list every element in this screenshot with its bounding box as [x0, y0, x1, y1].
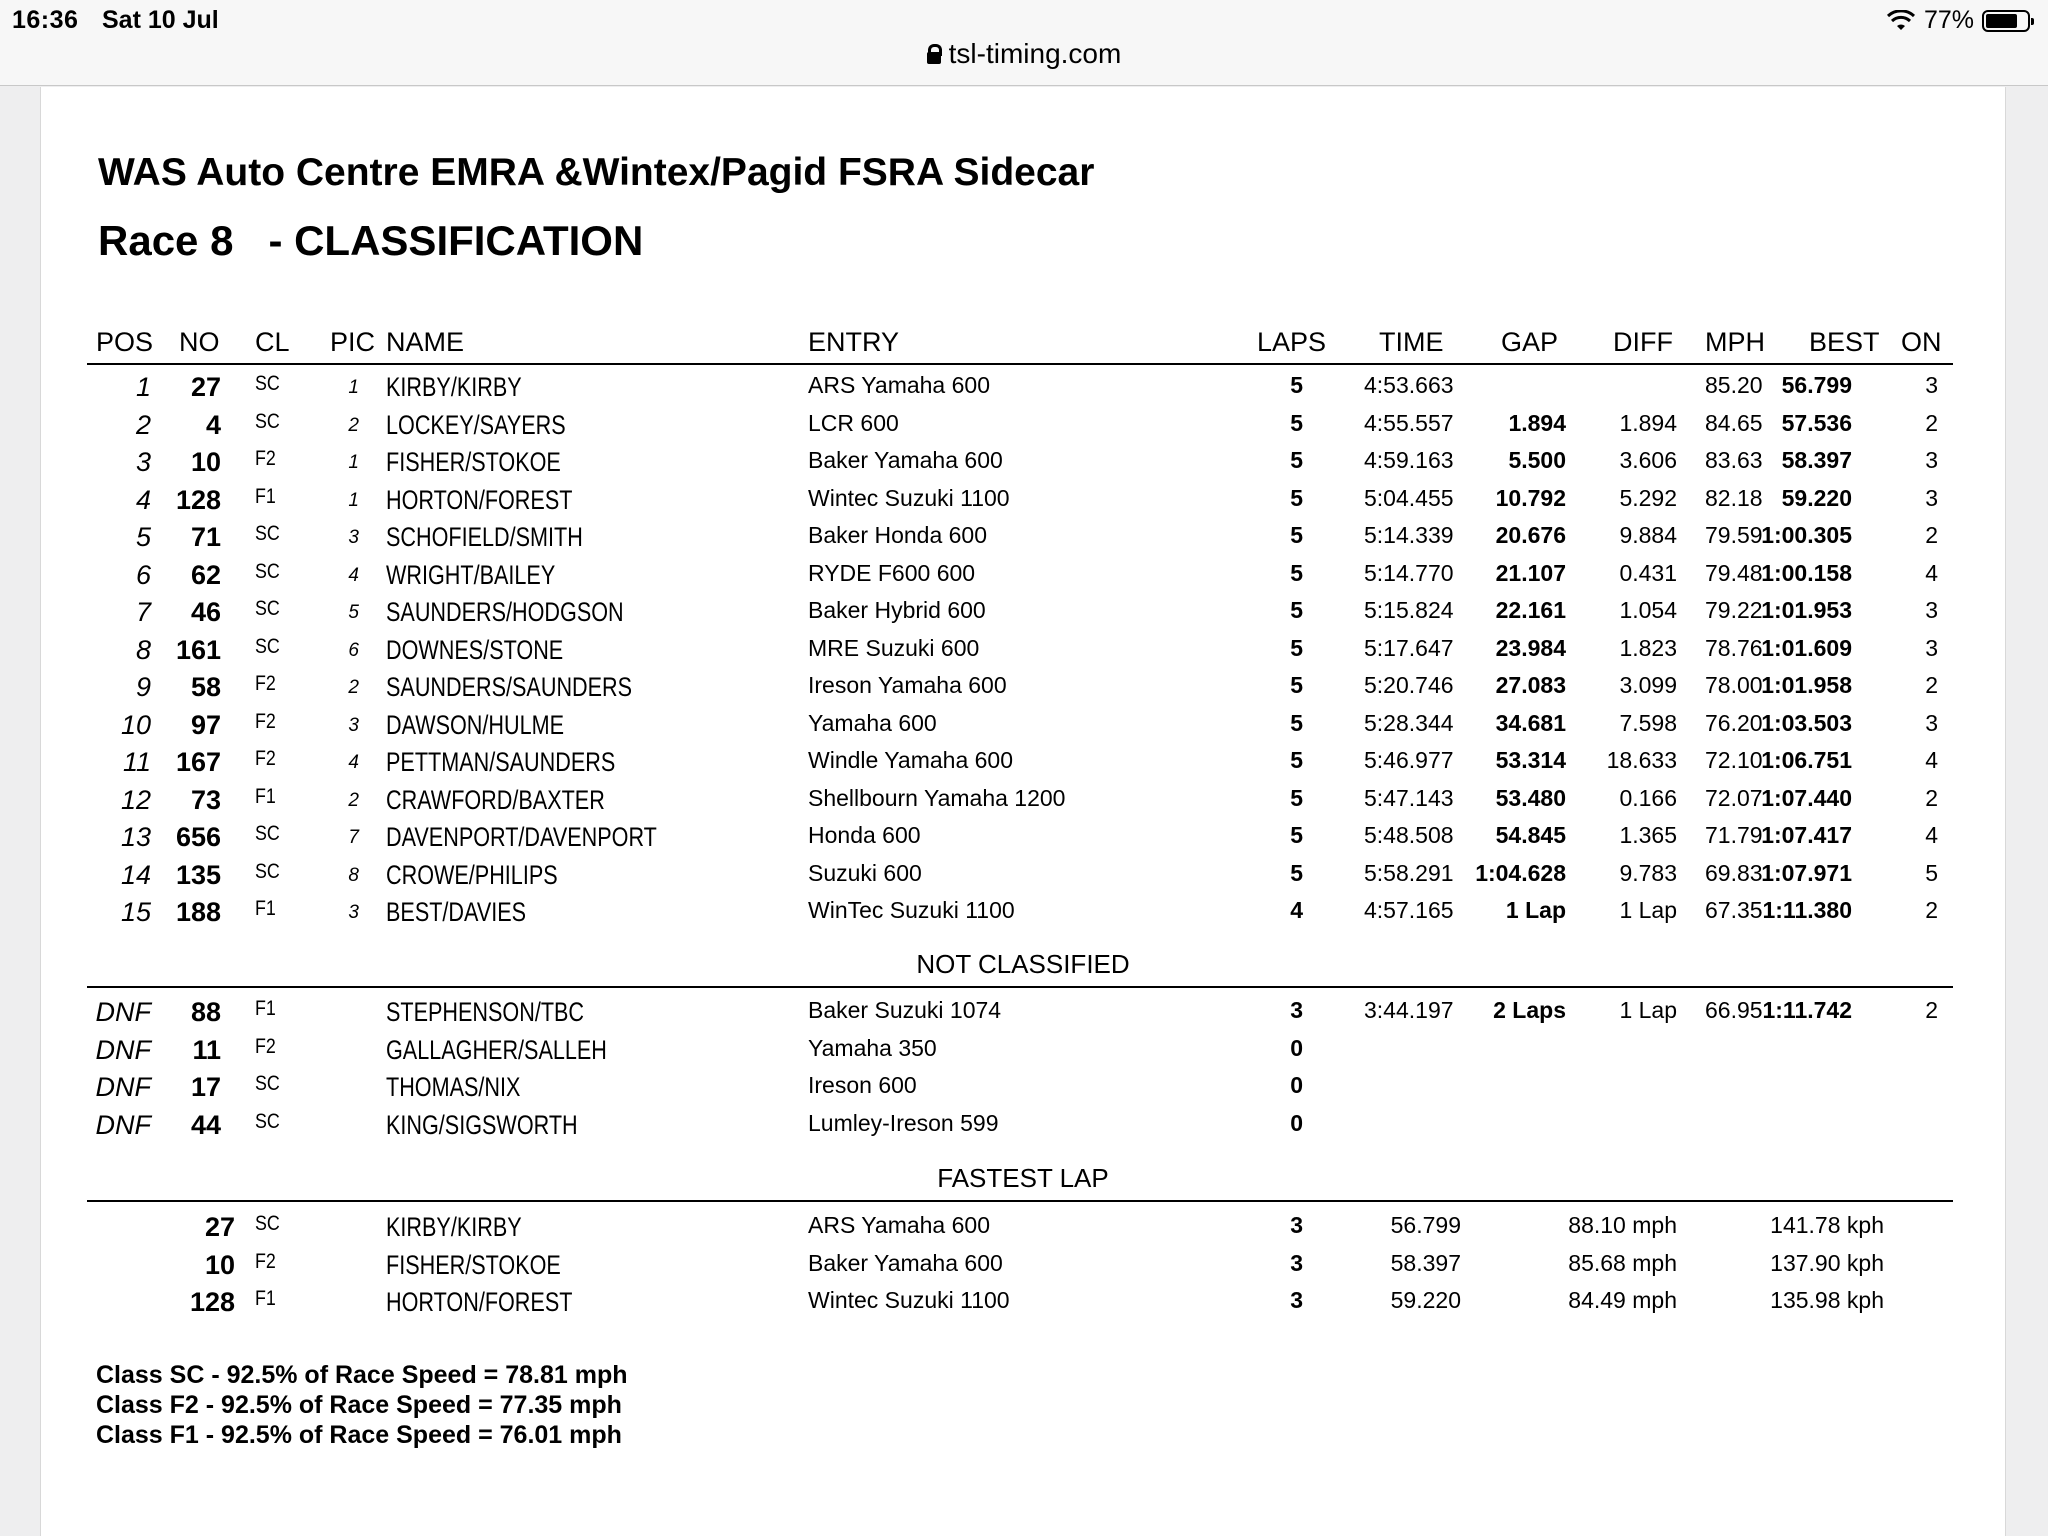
cell-no: 17: [190, 1072, 221, 1102]
col-name: NAME: [386, 327, 465, 357]
cell-gap: 27.083: [1495, 672, 1566, 698]
cell-on: 3: [1925, 484, 1938, 511]
url-text: tsl-timing.com: [948, 38, 1122, 69]
cell-mph: 78.00: [1705, 672, 1763, 698]
cell-no: 27: [190, 372, 221, 402]
cell-pos: 6: [135, 559, 151, 590]
cell-laps: 5: [1290, 372, 1303, 398]
cell-pos: 4: [135, 484, 151, 515]
cell-cl: SC: [255, 1072, 280, 1095]
col-no: NO: [179, 327, 220, 357]
cell-on: 5: [1925, 859, 1938, 886]
cell-pic: 3: [348, 714, 359, 736]
cell-on: 3: [1925, 709, 1938, 736]
cell-pic: 1: [348, 377, 359, 398]
cell-entry: Wintec Suzuki 1100: [808, 1287, 1010, 1313]
cell-name: STEPHENSON/TBC: [386, 997, 585, 1027]
cell-gap: 22.161: [1495, 597, 1566, 623]
cell-time: 5:04.455: [1364, 484, 1454, 511]
cell-time: 59.220: [1390, 1287, 1461, 1313]
cell-diff: 18.633: [1606, 747, 1677, 773]
cell-cl: F2: [255, 709, 276, 733]
cell-no: 128: [175, 484, 221, 515]
cell-pos: 11: [122, 747, 151, 777]
cell-gap: 1.894: [1508, 409, 1566, 436]
cell-name: DAVENPORT/DAVENPORT: [386, 822, 657, 852]
cell-gap: 2 Laps: [1493, 997, 1566, 1023]
cell-entry: RYDE F600 600: [808, 559, 976, 586]
cell-diff: 3.099: [1619, 672, 1677, 698]
cell-cl: SC: [255, 822, 280, 845]
col-diff: DIFF: [1613, 327, 1673, 357]
cell-time: 5:47.143: [1364, 784, 1454, 811]
cell-pic: 4: [348, 564, 359, 586]
cell-cl: F2: [255, 672, 276, 695]
cell-cl: F2: [255, 1034, 276, 1058]
cell-time: 5:20.746: [1364, 672, 1454, 698]
cell-best: 1:11.380: [1762, 897, 1852, 923]
not-classified-rule: [87, 986, 1953, 988]
cell-on: 2: [1925, 672, 1938, 698]
cell-lap: 3: [1290, 1212, 1303, 1238]
cell-name: GALLAGHER/SALLEH: [386, 1034, 607, 1065]
cell-gap: 20.676: [1495, 522, 1566, 548]
cell-mph: 69.83: [1705, 859, 1763, 886]
cell-best: 1:06.751: [1761, 747, 1852, 773]
cell-on: 2: [1925, 522, 1938, 548]
footnote-sc: Class SC - 92.5% of Race Speed = 78.81 mph: [96, 1361, 628, 1389]
cell-entry: Baker Yamaha 600: [808, 1249, 1003, 1276]
cell-gap: 21.107: [1495, 559, 1566, 586]
cell-on: 3: [1925, 447, 1938, 473]
cell-no: 167: [175, 747, 221, 777]
cell-pos: 14: [120, 859, 151, 890]
cell-laps: 5: [1290, 709, 1303, 736]
cell-gap: 54.845: [1495, 822, 1566, 848]
battery-level: [1986, 14, 2017, 28]
cell-cl: F1: [255, 784, 276, 808]
cell-lap: 3: [1290, 1249, 1303, 1276]
cell-name: CRAWFORD/BAXTER: [386, 784, 605, 815]
cell-cl: SC: [255, 597, 280, 620]
cell-no: 4: [205, 409, 221, 440]
cell-on: 2: [1925, 897, 1938, 923]
cell-best: 57.536: [1781, 409, 1852, 436]
cell-pic: 3: [348, 527, 359, 548]
cell-mph: 72.10: [1705, 747, 1763, 773]
cell-gap: 1:04.628: [1475, 859, 1566, 886]
cell-pic: 6: [348, 639, 359, 661]
cell-best: 1:03.503: [1761, 709, 1852, 736]
cell-entry: Ireson Yamaha 600: [808, 672, 1007, 698]
document-page: [40, 87, 2006, 1536]
col-entry: ENTRY: [808, 327, 900, 357]
cell-name: HORTON/FOREST: [386, 484, 573, 515]
cell-mph: 83.63: [1705, 447, 1763, 473]
col-cl: CL: [255, 327, 290, 357]
cell-entry: MRE Suzuki 600: [808, 634, 980, 661]
cell-on: 3: [1925, 372, 1938, 398]
col-on: ON: [1901, 327, 1942, 357]
cell-mph: 84.49 mph: [1568, 1287, 1677, 1313]
cell-pos: 3: [135, 447, 151, 477]
cell-time: 4:53.663: [1364, 372, 1454, 398]
fastest-lap-rule: [87, 1200, 1953, 1202]
cell-name: SCHOFIELD/SMITH: [386, 522, 583, 552]
cell-cl: F2: [255, 1249, 276, 1273]
cell-diff: 1.054: [1619, 597, 1677, 623]
cell-entry: Baker Suzuki 1074: [808, 997, 1002, 1023]
cell-no: 97: [190, 709, 221, 740]
cell-pos: 1: [135, 372, 151, 402]
cell-laps: 5: [1290, 484, 1303, 511]
status-right: [1886, 6, 2030, 35]
cell-pic: 5: [348, 602, 359, 623]
cell-pic: 4: [348, 752, 359, 773]
cell-name: WRIGHT/BAILEY: [386, 559, 556, 590]
cell-time: 5:28.344: [1364, 709, 1454, 736]
cell-kph: 141.78 kph: [1770, 1212, 1884, 1238]
cell-mph: 85.68 mph: [1568, 1249, 1677, 1276]
cell-diff: 0.431: [1619, 559, 1677, 586]
cell-on: 2: [1925, 997, 1938, 1023]
cell-name: LOCKEY/SAYERS: [386, 409, 566, 440]
status-time: 16:36: [12, 6, 79, 34]
cell-entry: WinTec Suzuki 1100: [808, 897, 1015, 923]
cell-pos: DNF: [95, 1072, 151, 1102]
cell-pos: 9: [135, 672, 151, 702]
cell-laps: 0: [1290, 1109, 1303, 1136]
cell-no: 27: [204, 1212, 235, 1242]
col-pic: PIC: [330, 327, 376, 357]
col-best: BEST: [1809, 327, 1880, 357]
cell-time: 56.799: [1390, 1212, 1461, 1238]
cell-cl: F1: [255, 897, 276, 920]
cell-diff: 1 Lap: [1619, 997, 1677, 1023]
cell-cl: SC: [255, 859, 280, 883]
cell-entry: Baker Honda 600: [808, 522, 988, 548]
cell-no: 656: [175, 822, 221, 852]
cell-lap: 3: [1290, 1287, 1303, 1313]
cell-entry: Baker Hybrid 600: [808, 597, 986, 623]
cell-mph: 76.20: [1705, 709, 1763, 736]
cell-best: 56.799: [1781, 372, 1852, 398]
cell-pos: DNF: [95, 1109, 151, 1140]
cell-pic: 1: [348, 489, 359, 511]
cell-laps: 5: [1290, 672, 1303, 698]
cell-best: 1:01.958: [1761, 672, 1852, 698]
cell-best: 1:01.953: [1761, 597, 1852, 623]
cell-name: PETTMAN/SAUNDERS: [386, 747, 616, 777]
cell-entry: Windle Yamaha 600: [808, 747, 1014, 773]
cell-entry: ARS Yamaha 600: [808, 372, 990, 398]
cell-laps: 5: [1290, 447, 1303, 473]
cell-entry: Yamaha 600: [808, 709, 937, 736]
cell-no: 46: [190, 597, 221, 627]
cell-best: 59.220: [1781, 484, 1852, 511]
cell-pos: 13: [120, 822, 151, 852]
cell-no: 11: [192, 1034, 221, 1065]
header-rule: [87, 363, 1953, 365]
cell-diff: 3.606: [1619, 447, 1677, 473]
cell-mph: 88.10 mph: [1568, 1212, 1677, 1238]
cell-no: 135: [175, 859, 221, 890]
cell-on: 4: [1925, 747, 1938, 773]
cell-gap: 53.480: [1495, 784, 1566, 811]
cell-gap: 1 Lap: [1505, 897, 1566, 923]
cell-diff: 5.292: [1619, 484, 1677, 511]
cell-diff: 1.365: [1619, 822, 1677, 848]
cell-pos: DNF: [95, 997, 151, 1027]
cell-best: 1:11.742: [1762, 997, 1852, 1023]
cell-no: 73: [190, 784, 221, 815]
cell-entry: Suzuki 600: [808, 859, 922, 886]
cell-time: 5:46.977: [1364, 747, 1454, 773]
cell-name: KIRBY/KIRBY: [386, 372, 522, 402]
lock-icon: [927, 44, 941, 64]
cell-mph: 79.48: [1705, 559, 1763, 586]
cell-entry: Honda 600: [808, 822, 921, 848]
wifi-icon: [1886, 10, 1916, 32]
cell-laps: 0: [1290, 1034, 1303, 1061]
cell-name: FISHER/STOKOE: [386, 1249, 561, 1280]
cell-on: 3: [1925, 597, 1938, 623]
cell-kph: 135.98 kph: [1770, 1287, 1884, 1313]
cell-pos: 7: [135, 597, 151, 627]
document-subtitle: Race 8 - CLASSIFICATION: [98, 217, 644, 264]
col-time: TIME: [1379, 327, 1444, 357]
cell-time: 5:14.770: [1364, 559, 1454, 586]
cell-mph: 84.65: [1705, 409, 1763, 436]
cell-diff: 1.823: [1619, 634, 1677, 661]
cell-no: 44: [190, 1109, 221, 1140]
cell-name: THOMAS/NIX: [386, 1072, 521, 1102]
cell-entry: Shellbourn Yamaha 1200: [808, 784, 1066, 811]
cell-no: 58: [190, 672, 221, 702]
cell-pos: 15: [120, 897, 151, 927]
cell-mph: 79.59: [1705, 522, 1763, 548]
cell-on: 4: [1925, 559, 1938, 586]
cell-pos: 8: [135, 634, 151, 665]
cell-cl: SC: [255, 634, 280, 658]
not-classified-heading: NOT CLASSIFIED: [916, 949, 1130, 979]
cell-on: 2: [1925, 784, 1938, 811]
battery-percent: 77%: [1923, 6, 1974, 34]
cell-on: 3: [1925, 634, 1938, 661]
cell-entry: ARS Yamaha 600: [808, 1212, 990, 1238]
status-date: Sat 10 Jul: [102, 6, 219, 34]
cell-pos: 12: [120, 784, 151, 815]
cell-pic: 7: [348, 827, 359, 848]
cell-best: 1:07.440: [1761, 784, 1852, 811]
cell-no: 88: [190, 997, 221, 1027]
cell-entry: Yamaha 350: [808, 1034, 937, 1061]
cell-entry: LCR 600: [808, 409, 899, 436]
cell-on: 2: [1925, 409, 1938, 436]
cell-pic: 3: [348, 902, 359, 923]
cell-time: 4:55.557: [1364, 409, 1454, 436]
cell-mph: 67.35: [1705, 897, 1763, 923]
cell-diff: 1 Lap: [1619, 897, 1677, 923]
cell-gap: 34.681: [1495, 709, 1566, 736]
cell-name: DOWNES/STONE: [386, 634, 564, 665]
col-laps: LAPS: [1257, 327, 1327, 357]
cell-time: 5:58.291: [1364, 859, 1454, 886]
cell-laps: 5: [1290, 634, 1303, 661]
cell-gap: 5.500: [1508, 447, 1566, 473]
cell-no: 10: [190, 447, 221, 477]
battery-icon: [1982, 10, 2030, 32]
cell-mph: 79.22: [1705, 597, 1763, 623]
col-gap: GAP: [1501, 327, 1559, 357]
cell-mph: 78.76: [1705, 634, 1763, 661]
cell-pos: DNF: [95, 1034, 151, 1065]
cell-mph: 72.07: [1705, 784, 1763, 811]
cell-cl: F1: [255, 1287, 276, 1310]
cell-time: 3:44.197: [1364, 997, 1454, 1023]
footnote-f2: Class F2 - 92.5% of Race Speed = 77.35 mph: [96, 1391, 622, 1419]
cell-no: 128: [189, 1287, 235, 1317]
cell-diff: 0.166: [1619, 784, 1677, 811]
cell-cl: F1: [255, 997, 276, 1020]
col-mph: MPH: [1705, 327, 1765, 357]
cell-best: 1:00.305: [1761, 522, 1852, 548]
cell-entry: Lumley-Ireson 599: [808, 1109, 999, 1136]
cell-pos: 5: [135, 522, 151, 552]
cell-name: SAUNDERS/HODGSON: [386, 597, 624, 627]
cell-laps: 4: [1290, 897, 1303, 923]
cell-pic: 1: [348, 452, 359, 473]
cell-laps: 5: [1290, 822, 1303, 848]
cell-cl: SC: [255, 1109, 280, 1133]
col-pos: POS: [96, 327, 154, 357]
cell-gap: 23.984: [1495, 634, 1566, 661]
cell-laps: 3: [1290, 997, 1303, 1023]
cell-mph: 71.79: [1705, 822, 1763, 848]
cell-best: 1:00.158: [1761, 559, 1852, 586]
cell-name: KING/SIGSWORTH: [386, 1109, 578, 1140]
cell-pic: 2: [348, 789, 359, 811]
cell-entry: Ireson 600: [808, 1072, 917, 1098]
cell-cl: F2: [255, 747, 276, 770]
cell-cl: F1: [255, 484, 276, 508]
cell-laps: 5: [1290, 559, 1303, 586]
cell-best: 58.397: [1781, 447, 1852, 473]
cell-cl: SC: [255, 522, 280, 545]
cell-gap: 53.314: [1495, 747, 1566, 773]
cell-pos: 10: [120, 709, 151, 740]
cell-diff: 9.783: [1619, 859, 1677, 886]
address-bar[interactable]: [0, 38, 2048, 70]
cell-mph: 66.95: [1705, 997, 1763, 1023]
cell-no: 10: [204, 1249, 235, 1280]
cell-best: 1:07.971: [1761, 859, 1852, 886]
cell-laps: 5: [1290, 522, 1303, 548]
cell-no: 161: [175, 634, 221, 665]
fastest-lap-heading: FASTEST LAP: [937, 1163, 1109, 1193]
cell-no: 62: [190, 559, 221, 590]
document-title: WAS Auto Centre EMRA &Wintex/Pagid FSRA Sidecar: [98, 151, 1095, 194]
cell-pos: 2: [135, 409, 151, 440]
cell-laps: 0: [1290, 1072, 1303, 1098]
cell-time: 5:14.339: [1364, 522, 1454, 548]
cell-time: 5:17.647: [1364, 634, 1454, 661]
cell-cl: SC: [255, 1212, 280, 1235]
cell-laps: 5: [1290, 409, 1303, 436]
cell-name: BEST/DAVIES: [386, 897, 527, 927]
cell-best: 1:07.417: [1761, 822, 1852, 848]
cell-time: 4:59.163: [1364, 447, 1454, 473]
cell-kph: 137.90 kph: [1770, 1249, 1884, 1276]
cell-mph: 85.20: [1705, 372, 1763, 398]
cell-mph: 82.18: [1705, 484, 1763, 511]
cell-pic: 2: [348, 677, 359, 698]
cell-cl: F2: [255, 447, 276, 470]
cell-name: SAUNDERS/SAUNDERS: [386, 672, 633, 702]
cell-name: CROWE/PHILIPS: [386, 859, 558, 890]
status-bar: [0, 0, 2048, 86]
cell-diff: 9.884: [1619, 522, 1677, 548]
cell-pic: 2: [348, 414, 359, 436]
cell-time: 5:15.824: [1364, 597, 1454, 623]
cell-pic: 8: [348, 864, 359, 886]
cell-no: 188: [175, 897, 221, 927]
cell-no: 71: [190, 522, 221, 552]
cell-name: HORTON/FOREST: [386, 1287, 573, 1317]
cell-laps: 5: [1290, 597, 1303, 623]
cell-cl: SC: [255, 559, 280, 583]
cell-diff: 1.894: [1619, 409, 1677, 436]
cell-cl: SC: [255, 372, 280, 395]
cell-time: 4:57.165: [1364, 897, 1454, 923]
footnote-f1: Class F1 - 92.5% of Race Speed = 76.01 mph: [96, 1421, 622, 1449]
cell-entry: Baker Yamaha 600: [808, 447, 1003, 473]
cell-laps: 5: [1290, 784, 1303, 811]
cell-name: FISHER/STOKOE: [386, 447, 561, 477]
cell-entry: Wintec Suzuki 1100: [808, 484, 1010, 511]
cell-best: 1:01.609: [1761, 634, 1852, 661]
cell-gap: 10.792: [1495, 484, 1566, 511]
cell-time: 58.397: [1390, 1249, 1461, 1276]
cell-laps: 5: [1290, 859, 1303, 886]
cell-on: 4: [1925, 822, 1938, 848]
cell-laps: 5: [1290, 747, 1303, 773]
cell-time: 5:48.508: [1364, 822, 1454, 848]
cell-diff: 7.598: [1619, 709, 1677, 736]
cell-cl: SC: [255, 409, 280, 433]
cell-name: DAWSON/HULME: [386, 709, 565, 740]
cell-name: KIRBY/KIRBY: [386, 1212, 522, 1242]
